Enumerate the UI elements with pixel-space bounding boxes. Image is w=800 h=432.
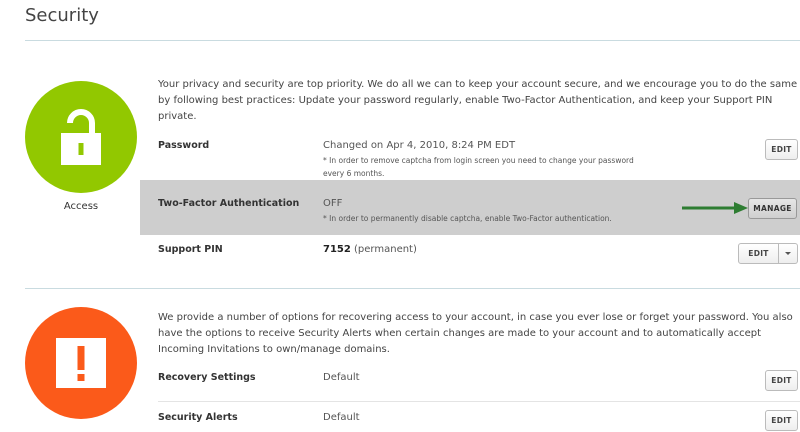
recovery-settings-value: Default: [323, 372, 360, 383]
two-factor-value: OFF: [323, 198, 343, 209]
recovery-row-separator: [158, 401, 800, 402]
unlocked-padlock-icon: [25, 81, 137, 193]
security-alerts-label: Security Alerts: [158, 412, 238, 423]
support-pin-label: Support PIN: [158, 244, 223, 255]
security-alerts-edit-button[interactable]: EDIT: [765, 410, 798, 431]
support-pin-suffix: (permanent): [350, 244, 417, 255]
access-circle: [25, 81, 137, 193]
recovery-intro: We provide a number of options for recovering access to your account, in case you ever lose or forget your password. You also have the options to receive Security Alerts when certain changes are made to your account and to automatically accept Incoming Invitations to own/manage domains.: [158, 312, 793, 355]
password-note: * In order to remove captcha from login screen you need to change your password every 6 months.: [323, 156, 634, 178]
two-factor-manage-button[interactable]: MANAGE: [748, 198, 797, 219]
support-pin-edit-button[interactable]: EDIT: [738, 243, 779, 264]
support-pin-dropdown-button[interactable]: [779, 243, 798, 264]
recovery-settings-edit-button[interactable]: EDIT: [765, 370, 798, 391]
password-label: Password: [158, 140, 210, 151]
page-title: Security: [25, 5, 99, 26]
arrow-right-icon: [680, 200, 750, 216]
support-pin-number: 7152: [323, 244, 351, 255]
exclamation-icon: [25, 307, 137, 419]
recovery-settings-label: Recovery Settings: [158, 372, 256, 383]
section-divider: [25, 288, 800, 289]
security-alerts-value: Default: [323, 412, 360, 423]
title-divider: [25, 40, 800, 41]
access-intro: Your privacy and security are top priority. We do all we can to keep your account secure, and we encourage you to do the same by following best practices: Update your password regularly, enable Two-Factor Authentication, and keep your Support PIN private.: [158, 79, 798, 122]
access-section-label: Access: [63, 201, 99, 212]
two-factor-label: Two-Factor Authentication: [158, 198, 300, 209]
alert-circle: [25, 307, 137, 419]
caret-down-icon: [785, 252, 791, 255]
password-value: Changed on Apr 4, 2010, 8:24 PM EDT: [323, 140, 516, 151]
two-factor-note: * In order to permanently disable captcha, enable Two-Factor authentication.: [323, 214, 612, 223]
support-pin-value: [323, 244, 417, 255]
password-edit-button[interactable]: EDIT: [765, 139, 798, 160]
